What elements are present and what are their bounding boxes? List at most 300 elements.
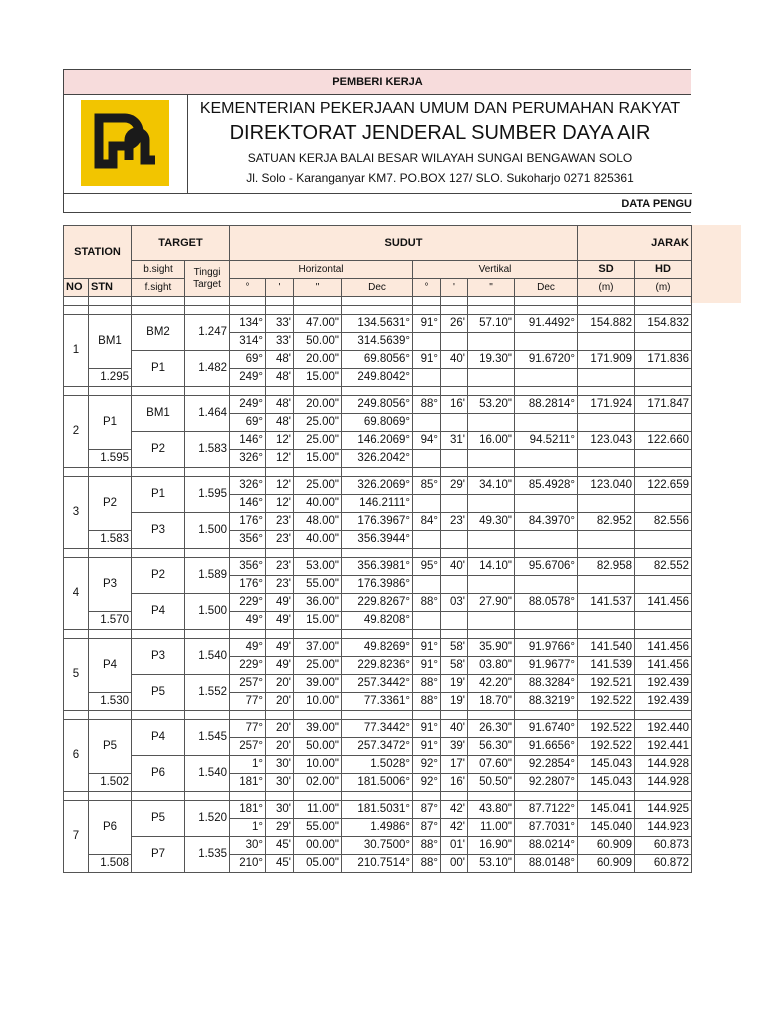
h-min-cell: 45' — [266, 837, 294, 855]
spacer-cell — [515, 549, 578, 558]
ministry-name: KEMENTERIAN PEKERJAAN UMUM DAN PERUMAHAN RAKYAT — [199, 100, 681, 117]
spacer-cell — [89, 468, 132, 477]
v-min-cell: 16' — [441, 396, 468, 414]
h-dec-cell: 229.8236° — [342, 657, 413, 675]
slope-distance-cell — [578, 576, 635, 594]
h-sec-cell: 25.00" — [294, 414, 342, 432]
v-deg-cell: 92° — [413, 756, 441, 774]
station-name: P2 — [89, 477, 132, 531]
slope-distance-cell: 145.043 — [578, 774, 635, 792]
v-sec-cell: 49.30" — [468, 513, 515, 531]
v-dec-cell: 87.7122° — [515, 801, 578, 819]
horizontal-distance-cell — [635, 576, 692, 594]
v-dec-cell: 91.4492° — [515, 315, 578, 333]
spacer-cell — [468, 792, 515, 801]
spacer-cell — [64, 630, 89, 639]
spacer-cell — [230, 792, 266, 801]
v-sec-cell: 57.10" — [468, 315, 515, 333]
v-sec-cell: 53.20" — [468, 396, 515, 414]
v-dec-cell — [515, 333, 578, 351]
h-dec-cell: 356.3981° — [342, 558, 413, 576]
table-row — [64, 558, 692, 576]
target-name: P6 — [132, 756, 185, 792]
spacer-cell — [342, 387, 413, 396]
spacer-cell — [89, 792, 132, 801]
spacer-cell — [185, 711, 230, 720]
h-sec-cell: 02.00" — [294, 774, 342, 792]
v-min-cell: 17' — [441, 756, 468, 774]
h-dec-cell: 146.2111° — [342, 495, 413, 513]
v-sec-cell: 26.30" — [468, 720, 515, 738]
spacer-cell — [185, 387, 230, 396]
spacer-cell — [635, 711, 692, 720]
spacer-cell — [342, 297, 413, 306]
h-deg-cell: 229° — [230, 657, 266, 675]
spacer-cell — [132, 711, 185, 720]
v-sec-cell — [468, 531, 515, 549]
target-height: 1.500 — [185, 513, 230, 549]
horizontal-distance-cell — [635, 495, 692, 513]
h-min-cell: 30' — [266, 756, 294, 774]
h-dec-cell: 176.3986° — [342, 576, 413, 594]
slope-distance-cell: 192.522 — [578, 720, 635, 738]
instrument-height: 1.583 — [89, 531, 132, 549]
table-row — [64, 837, 692, 855]
horizontal-distance-cell: 60.872 — [635, 855, 692, 873]
spacer-cell — [266, 297, 294, 306]
h-min-cell: 48' — [266, 396, 294, 414]
h-min-cell: 30' — [266, 801, 294, 819]
spacer-cell — [185, 630, 230, 639]
v-dec-cell: 85.4928° — [515, 477, 578, 495]
h-sec-cell: 36.00" — [294, 594, 342, 612]
spacer-cell — [635, 468, 692, 477]
spacer-cell — [468, 387, 515, 396]
target-name: P1 — [132, 351, 185, 387]
station-name: BM1 — [89, 315, 132, 369]
hd-header: HD — [635, 261, 692, 279]
v-min-cell — [441, 576, 468, 594]
spacer-cell — [578, 468, 635, 477]
h-dec-cell: 69.8056° — [342, 351, 413, 369]
h-min-cell: 49' — [266, 594, 294, 612]
h-min-cell: 12' — [266, 477, 294, 495]
spacer-cell — [132, 549, 185, 558]
instrument-height: 1.595 — [89, 450, 132, 468]
v-min-cell: 29' — [441, 477, 468, 495]
instrument-height: 1.570 — [89, 612, 132, 630]
data-title: DATA PENGU — [64, 193, 692, 214]
spacer-cell — [413, 468, 441, 477]
v-min-cell: 42' — [441, 819, 468, 837]
table-row — [64, 315, 692, 333]
address: Jl. Solo - Karanganyar KM7. PO.BOX 127/ SLO. Sukoharjo 0271 825361 — [246, 171, 634, 185]
h-min-cell: 48' — [266, 351, 294, 369]
spacer-cell — [64, 387, 89, 396]
v-deg-cell: 91° — [413, 738, 441, 756]
v-sec-cell: 50.50" — [468, 774, 515, 792]
h-dec-cell: 326.2042° — [342, 450, 413, 468]
target-name: P4 — [132, 594, 185, 630]
h-dec-cell: 210.7514° — [342, 855, 413, 873]
v-deg-cell: 88° — [413, 855, 441, 873]
v-dec-cell — [515, 495, 578, 513]
slope-distance-cell — [578, 450, 635, 468]
horizontal-distance-cell: 192.440 — [635, 720, 692, 738]
target-name: BM1 — [132, 396, 185, 432]
target-name: P3 — [132, 513, 185, 549]
target-name: P3 — [132, 639, 185, 675]
directorate-name: DIREKTORAT JENDERAL SUMBER DAYA AIR — [229, 122, 651, 144]
v-min-header: ' — [441, 279, 468, 297]
v-min-cell: 42' — [441, 801, 468, 819]
v-min-cell: 19' — [441, 675, 468, 693]
v-dec-cell: 88.2814° — [515, 396, 578, 414]
h-dec-cell: 49.8208° — [342, 612, 413, 630]
h-min-cell: 33' — [266, 333, 294, 351]
h-deg-cell: 134° — [230, 315, 266, 333]
instrument-height: 1.530 — [89, 693, 132, 711]
v-deg-cell — [413, 333, 441, 351]
h-deg-cell: 181° — [230, 774, 266, 792]
v-min-cell: 40' — [441, 558, 468, 576]
h-sec-cell: 00.00" — [294, 837, 342, 855]
horizontal-distance-cell: 122.660 — [635, 432, 692, 450]
target-name: P2 — [132, 432, 185, 468]
v-sec-cell: 18.70" — [468, 693, 515, 711]
h-deg-cell: 356° — [230, 531, 266, 549]
table-row — [64, 756, 692, 774]
v-deg-cell — [413, 576, 441, 594]
spacer-cell — [413, 297, 441, 306]
horizontal-distance-cell — [635, 333, 692, 351]
table-row — [64, 477, 692, 495]
h-dec-cell: 1.5028° — [342, 756, 413, 774]
h-min-cell: 33' — [266, 315, 294, 333]
v-deg-cell — [413, 495, 441, 513]
horizontal-distance-cell — [635, 369, 692, 387]
v-min-cell — [441, 369, 468, 387]
spacer-cell — [132, 297, 185, 306]
target-height: 1.520 — [185, 801, 230, 837]
v-deg-cell: 91° — [413, 639, 441, 657]
h-sec-cell: 10.00" — [294, 693, 342, 711]
v-sec-cell: 35.90" — [468, 639, 515, 657]
h-dec-cell: 356.3944° — [342, 531, 413, 549]
slope-distance-cell: 82.952 — [578, 513, 635, 531]
target-name: P7 — [132, 837, 185, 873]
v-dec-cell: 91.9677° — [515, 657, 578, 675]
spacer-cell — [441, 711, 468, 720]
spacer-cell — [132, 792, 185, 801]
horizontal-distance-cell — [635, 612, 692, 630]
v-dec-cell: 94.5211° — [515, 432, 578, 450]
h-deg-cell: 49° — [230, 612, 266, 630]
spacer-cell — [578, 792, 635, 801]
spacer-cell — [64, 306, 89, 315]
table-row — [64, 720, 692, 738]
h-sec-cell: 20.00" — [294, 396, 342, 414]
horizontal-distance-cell — [635, 450, 692, 468]
v-min-cell: 26' — [441, 315, 468, 333]
horizontal-distance-cell: 154.832 — [635, 315, 692, 333]
slope-distance-cell: 60.909 — [578, 855, 635, 873]
spacer-cell — [578, 711, 635, 720]
horizontal-distance-cell: 192.441 — [635, 738, 692, 756]
v-sec-cell: 34.10" — [468, 477, 515, 495]
spacer-cell — [266, 468, 294, 477]
horizontal-distance-cell: 171.847 — [635, 396, 692, 414]
slope-distance-cell: 145.040 — [578, 819, 635, 837]
slope-distance-cell: 60.909 — [578, 837, 635, 855]
v-deg-cell — [413, 414, 441, 432]
horizontal-distance-cell: 141.456 — [635, 594, 692, 612]
hd-unit-header: (m) — [635, 279, 692, 297]
target-name: P5 — [132, 801, 185, 837]
v-deg-cell: 88° — [413, 396, 441, 414]
employer-label: PEMBERI KERJA — [64, 70, 691, 95]
v-min-cell: 40' — [441, 720, 468, 738]
target-name: P5 — [132, 675, 185, 711]
spacer-cell — [342, 630, 413, 639]
v-dec-cell: 91.6740° — [515, 720, 578, 738]
horizontal-header: Horizontal — [230, 261, 413, 279]
h-dec-cell: 30.7500° — [342, 837, 413, 855]
spacer-cell — [185, 792, 230, 801]
spacer-cell — [132, 468, 185, 477]
spacer-cell — [64, 549, 89, 558]
h-dec-cell: 249.8042° — [342, 369, 413, 387]
v-sec-cell — [468, 369, 515, 387]
h-dec-cell: 77.3442° — [342, 720, 413, 738]
spacer-cell — [515, 468, 578, 477]
h-sec-cell: 37.00" — [294, 639, 342, 657]
v-min-cell: 01' — [441, 837, 468, 855]
h-deg-cell: 181° — [230, 801, 266, 819]
v-deg-cell: 95° — [413, 558, 441, 576]
spacer-cell — [132, 387, 185, 396]
v-sec-cell: 42.20" — [468, 675, 515, 693]
target-height: 1.500 — [185, 594, 230, 630]
h-sec-header: " — [294, 279, 342, 297]
h-sec-cell: 25.00" — [294, 432, 342, 450]
spacer-cell — [441, 468, 468, 477]
horizontal-distance-cell: 82.556 — [635, 513, 692, 531]
horizontal-distance-cell: 82.552 — [635, 558, 692, 576]
spacer-cell — [132, 306, 185, 315]
v-dec-cell: 91.6720° — [515, 351, 578, 369]
h-min-cell: 20' — [266, 675, 294, 693]
v-sec-cell — [468, 333, 515, 351]
spacer-row — [64, 306, 692, 315]
spacer-cell — [89, 297, 132, 306]
survey-table — [63, 225, 692, 873]
target-label: Target — [193, 278, 221, 290]
horizontal-distance-cell: 192.439 — [635, 675, 692, 693]
spacer-cell — [230, 630, 266, 639]
spacer-cell — [578, 297, 635, 306]
spacer-cell — [413, 549, 441, 558]
v-sec-header: " — [468, 279, 515, 297]
table-row — [64, 594, 692, 612]
v-min-cell — [441, 414, 468, 432]
spacer-cell — [413, 630, 441, 639]
v-dec-cell — [515, 414, 578, 432]
v-sec-cell: 56.30" — [468, 738, 515, 756]
station-no: 2 — [64, 396, 89, 468]
v-sec-cell: 16.00" — [468, 432, 515, 450]
h-min-cell: 20' — [266, 720, 294, 738]
table-row — [64, 513, 692, 531]
h-deg-cell: 30° — [230, 837, 266, 855]
v-min-cell — [441, 531, 468, 549]
h-sec-cell: 48.00" — [294, 513, 342, 531]
h-deg-cell: 146° — [230, 432, 266, 450]
v-deg-cell: 91° — [413, 351, 441, 369]
v-sec-cell: 07.60" — [468, 756, 515, 774]
slope-distance-cell — [578, 612, 635, 630]
h-deg-cell: 176° — [230, 576, 266, 594]
v-deg-cell: 92° — [413, 774, 441, 792]
v-sec-cell: 11.00" — [468, 819, 515, 837]
h-sec-cell: 50.00" — [294, 738, 342, 756]
v-sec-cell — [468, 414, 515, 432]
h-dec-cell: 314.5639° — [342, 333, 413, 351]
horizontal-distance-cell — [635, 531, 692, 549]
v-deg-cell: 84° — [413, 513, 441, 531]
h-min-cell: 20' — [266, 738, 294, 756]
v-sec-cell — [468, 495, 515, 513]
h-dec-cell: 77.3361° — [342, 693, 413, 711]
spacer-cell — [515, 630, 578, 639]
h-min-cell: 12' — [266, 495, 294, 513]
spacer-cell — [266, 630, 294, 639]
spacer-cell — [64, 468, 89, 477]
target-height: 1.482 — [185, 351, 230, 387]
spacer-cell — [413, 387, 441, 396]
v-deg-cell: 91° — [413, 720, 441, 738]
h-min-cell: 23' — [266, 576, 294, 594]
slope-distance-cell: 82.958 — [578, 558, 635, 576]
h-min-cell: 48' — [266, 369, 294, 387]
h-deg-cell: 49° — [230, 639, 266, 657]
spacer-cell — [578, 387, 635, 396]
spacer-cell — [89, 711, 132, 720]
v-sec-cell: 43.80" — [468, 801, 515, 819]
horizontal-distance-cell: 60.873 — [635, 837, 692, 855]
spacer-cell — [294, 387, 342, 396]
v-dec-cell — [515, 612, 578, 630]
h-dec-cell: 176.3967° — [342, 513, 413, 531]
spacer-row — [64, 711, 692, 720]
v-min-cell: 00' — [441, 855, 468, 873]
slope-distance-cell: 141.537 — [578, 594, 635, 612]
spacer-cell — [468, 711, 515, 720]
spacer-cell — [515, 711, 578, 720]
slope-distance-cell: 141.539 — [578, 657, 635, 675]
spacer-cell — [64, 792, 89, 801]
h-dec-cell: 49.8269° — [342, 639, 413, 657]
spacer-cell — [441, 792, 468, 801]
h-sec-cell: 55.00" — [294, 576, 342, 594]
target-height: 1.464 — [185, 396, 230, 432]
h-dec-cell: 181.5031° — [342, 801, 413, 819]
v-deg-cell: 87° — [413, 819, 441, 837]
v-deg-cell — [413, 369, 441, 387]
h-deg-cell: 176° — [230, 513, 266, 531]
spacer-cell — [441, 306, 468, 315]
h-sec-cell: 40.00" — [294, 531, 342, 549]
h-min-cell: 49' — [266, 639, 294, 657]
v-deg-cell: 91° — [413, 657, 441, 675]
spacer-cell — [230, 468, 266, 477]
spacer-cell — [230, 387, 266, 396]
spacer-cell — [635, 792, 692, 801]
h-sec-cell: 47.00" — [294, 315, 342, 333]
spacer-cell — [441, 630, 468, 639]
h-min-cell: 30' — [266, 774, 294, 792]
h-sec-cell: 39.00" — [294, 675, 342, 693]
target-height: 1.247 — [185, 315, 230, 351]
h-min-cell: 49' — [266, 657, 294, 675]
spacer-cell — [342, 792, 413, 801]
h-deg-header: ° — [230, 279, 266, 297]
station-no: 4 — [64, 558, 89, 630]
spacer-cell — [342, 468, 413, 477]
v-sec-cell: 14.10" — [468, 558, 515, 576]
backsight-header: b.sight — [132, 261, 185, 279]
spacer-cell — [413, 306, 441, 315]
h-min-cell: 12' — [266, 432, 294, 450]
slope-distance-cell: 192.521 — [578, 675, 635, 693]
spacer-cell — [342, 306, 413, 315]
instrument-height: 1.295 — [89, 369, 132, 387]
h-dec-cell: 257.3442° — [342, 675, 413, 693]
v-dec-cell: 95.6706° — [515, 558, 578, 576]
horizontal-distance-cell: 122.659 — [635, 477, 692, 495]
slope-distance-cell: 171.924 — [578, 396, 635, 414]
table-row — [64, 675, 692, 693]
station-header: STATION — [64, 226, 132, 279]
h-deg-cell: 210° — [230, 855, 266, 873]
horizontal-distance-cell: 144.925 — [635, 801, 692, 819]
target-name: P4 — [132, 720, 185, 756]
spacer-cell — [441, 549, 468, 558]
h-dec-cell: 229.8267° — [342, 594, 413, 612]
slope-distance-cell — [578, 495, 635, 513]
v-sec-cell: 53.10" — [468, 855, 515, 873]
slope-distance-cell — [578, 333, 635, 351]
spacer-row — [64, 630, 692, 639]
target-height: 1.583 — [185, 432, 230, 468]
h-sec-cell: 15.00" — [294, 612, 342, 630]
target-height: 1.545 — [185, 720, 230, 756]
v-dec-cell: 88.3219° — [515, 693, 578, 711]
horizontal-distance-cell — [635, 414, 692, 432]
slope-distance-cell: 145.041 — [578, 801, 635, 819]
target-height: 1.540 — [185, 756, 230, 792]
h-min-cell: 23' — [266, 531, 294, 549]
spacer-row — [64, 387, 692, 396]
v-dec-cell — [515, 576, 578, 594]
v-deg-cell: 88° — [413, 693, 441, 711]
v-deg-cell: 91° — [413, 315, 441, 333]
v-dec-cell — [515, 369, 578, 387]
spacer-cell — [294, 792, 342, 801]
v-dec-cell: 88.0214° — [515, 837, 578, 855]
spacer-row — [64, 297, 692, 306]
spacer-cell — [441, 297, 468, 306]
